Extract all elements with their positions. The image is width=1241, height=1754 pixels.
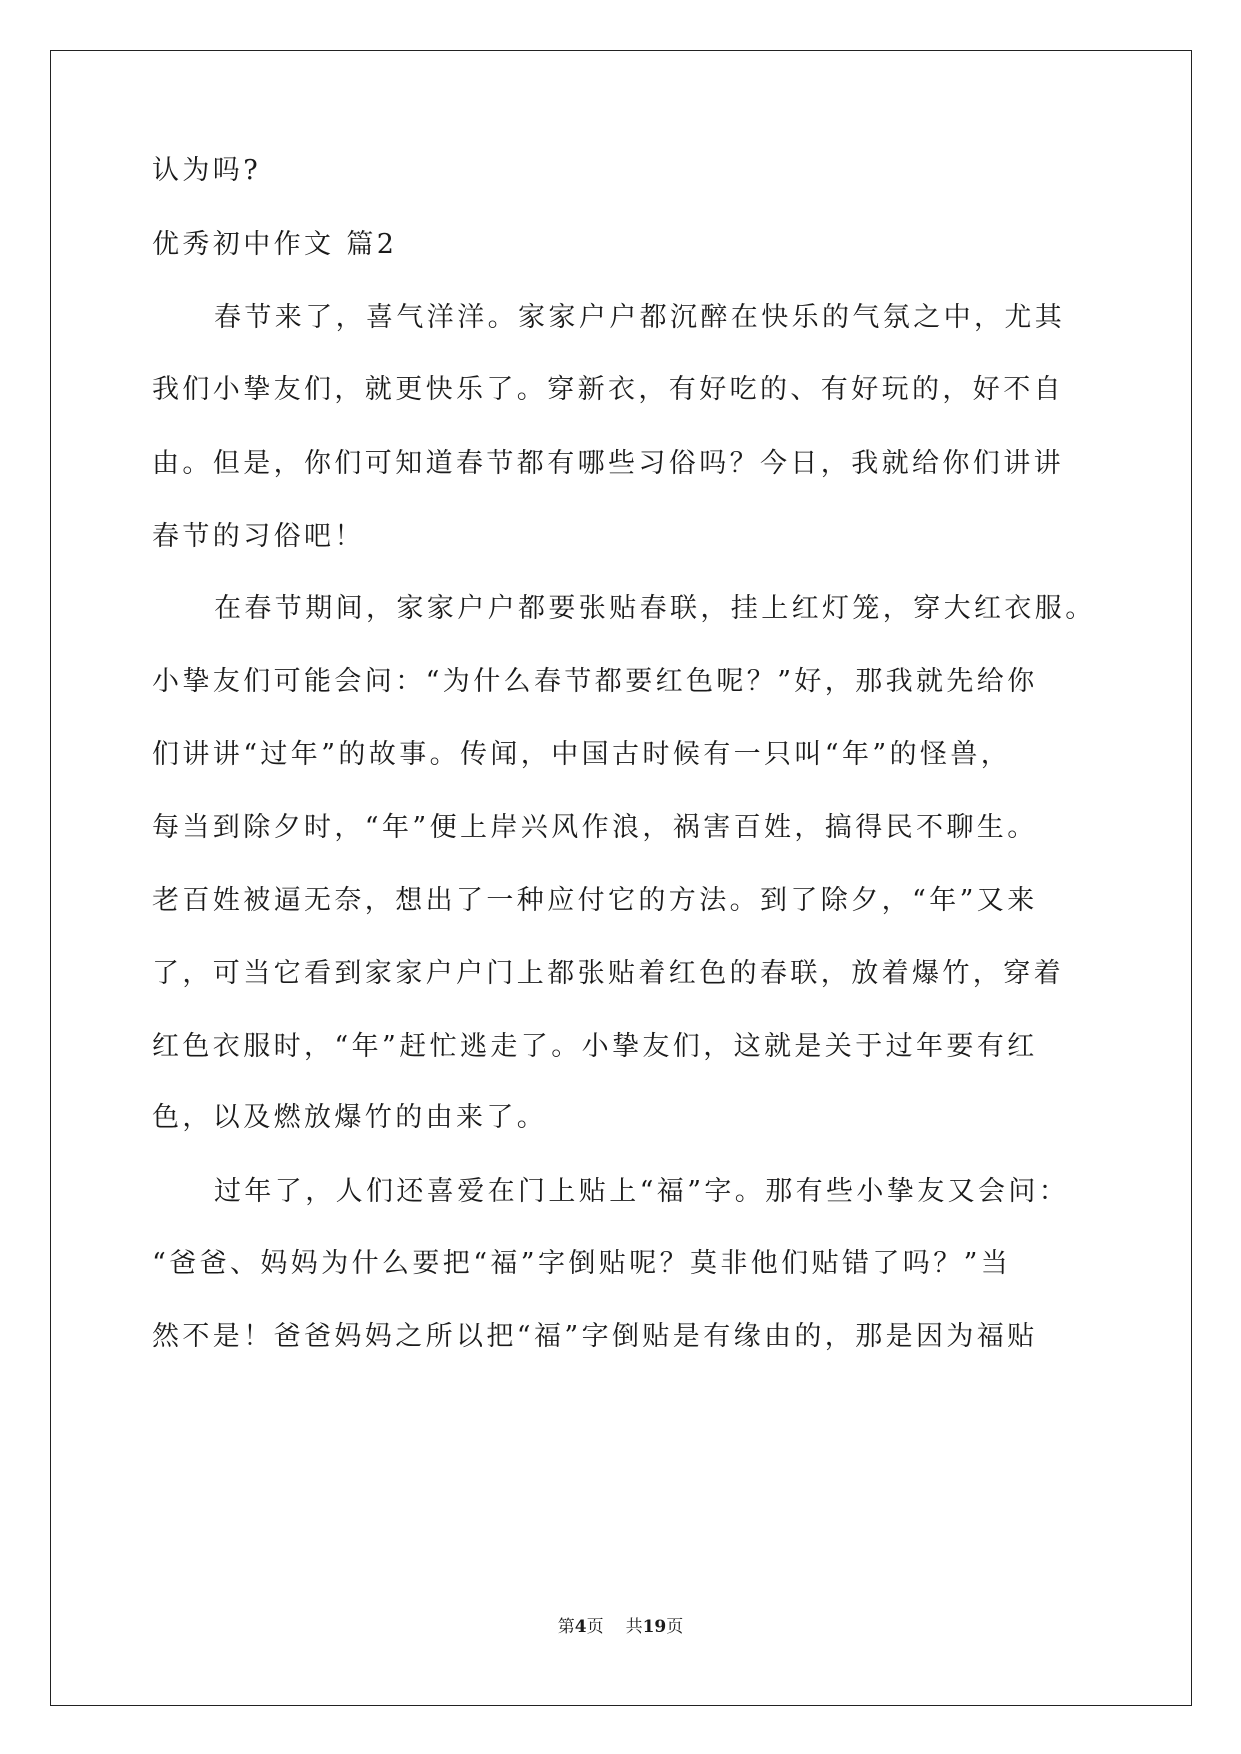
footer-page-suffix: 页 (586, 1617, 604, 1637)
text-line-12: 了，可当它看到家家户户门上都张贴着红色的春联，放着爆竹，穿着 (152, 958, 1064, 989)
text-line-9: 们讲讲“过年”的故事。传闻，中国古时候有一只叫“年”的怪兽， (152, 739, 1012, 770)
text-line-11: 老百姓被逼无奈，想出了一种应付它的方法。到了除夕，“年”又来 (152, 885, 1038, 916)
footer-page-number: 4 (574, 1617, 587, 1637)
footer-total-prefix: 共 (625, 1617, 643, 1637)
text-line-7: 在春节期间，家家户户都要张贴春联，挂上红灯笼，穿大红衣服。 (214, 593, 1096, 624)
text-line-3: 春节来了，喜气洋洋。家家户户都沉醉在快乐的气氛之中，尤其 (214, 302, 1066, 333)
page-border (50, 50, 1192, 1706)
section-heading: 优秀初中作文 篇2 (152, 229, 398, 260)
text-line-15: 过年了，人们还喜爱在门上贴上“福”字。那有些小挚友又会问： (214, 1176, 1070, 1207)
text-line-16: “爸爸、妈妈为什么要把“福”字倒贴呢？莫非他们贴错了吗？”当 (152, 1248, 1012, 1279)
text-line-13: 红色衣服时，“年”赶忙逃走了。小挚友们，这就是关于过年要有红 (152, 1031, 1038, 1062)
text-line-17: 然不是！爸爸妈妈之所以把“福”字倒贴是有缘由的，那是因为福贴 (152, 1321, 1038, 1352)
footer-page-prefix: 第 (557, 1617, 575, 1637)
page-footer (0, 1616, 1241, 1638)
text-line-4: 我们小挚友们，就更快乐了。穿新衣，有好吃的、有好玩的，好不自 (152, 374, 1064, 405)
footer-total-suffix: 页 (666, 1617, 684, 1637)
text-line-14: 色，以及燃放爆竹的由来了。 (152, 1102, 548, 1133)
text-line-6: 春节的习俗吧！ (152, 521, 365, 552)
text-line-8: 小挚友们可能会问：“为什么春节都要红色呢？”好，那我就先给你 (152, 666, 1038, 697)
footer-total-pages: 19 (642, 1617, 667, 1637)
text-line-10: 每当到除夕时，“年”便上岸兴风作浪，祸害百姓，搞得民不聊生。 (152, 812, 1038, 843)
text-line-1: 认为吗? (152, 155, 262, 186)
text-line-5: 由。但是，你们可知道春节都有哪些习俗吗？今日，我就给你们讲讲 (152, 448, 1064, 479)
